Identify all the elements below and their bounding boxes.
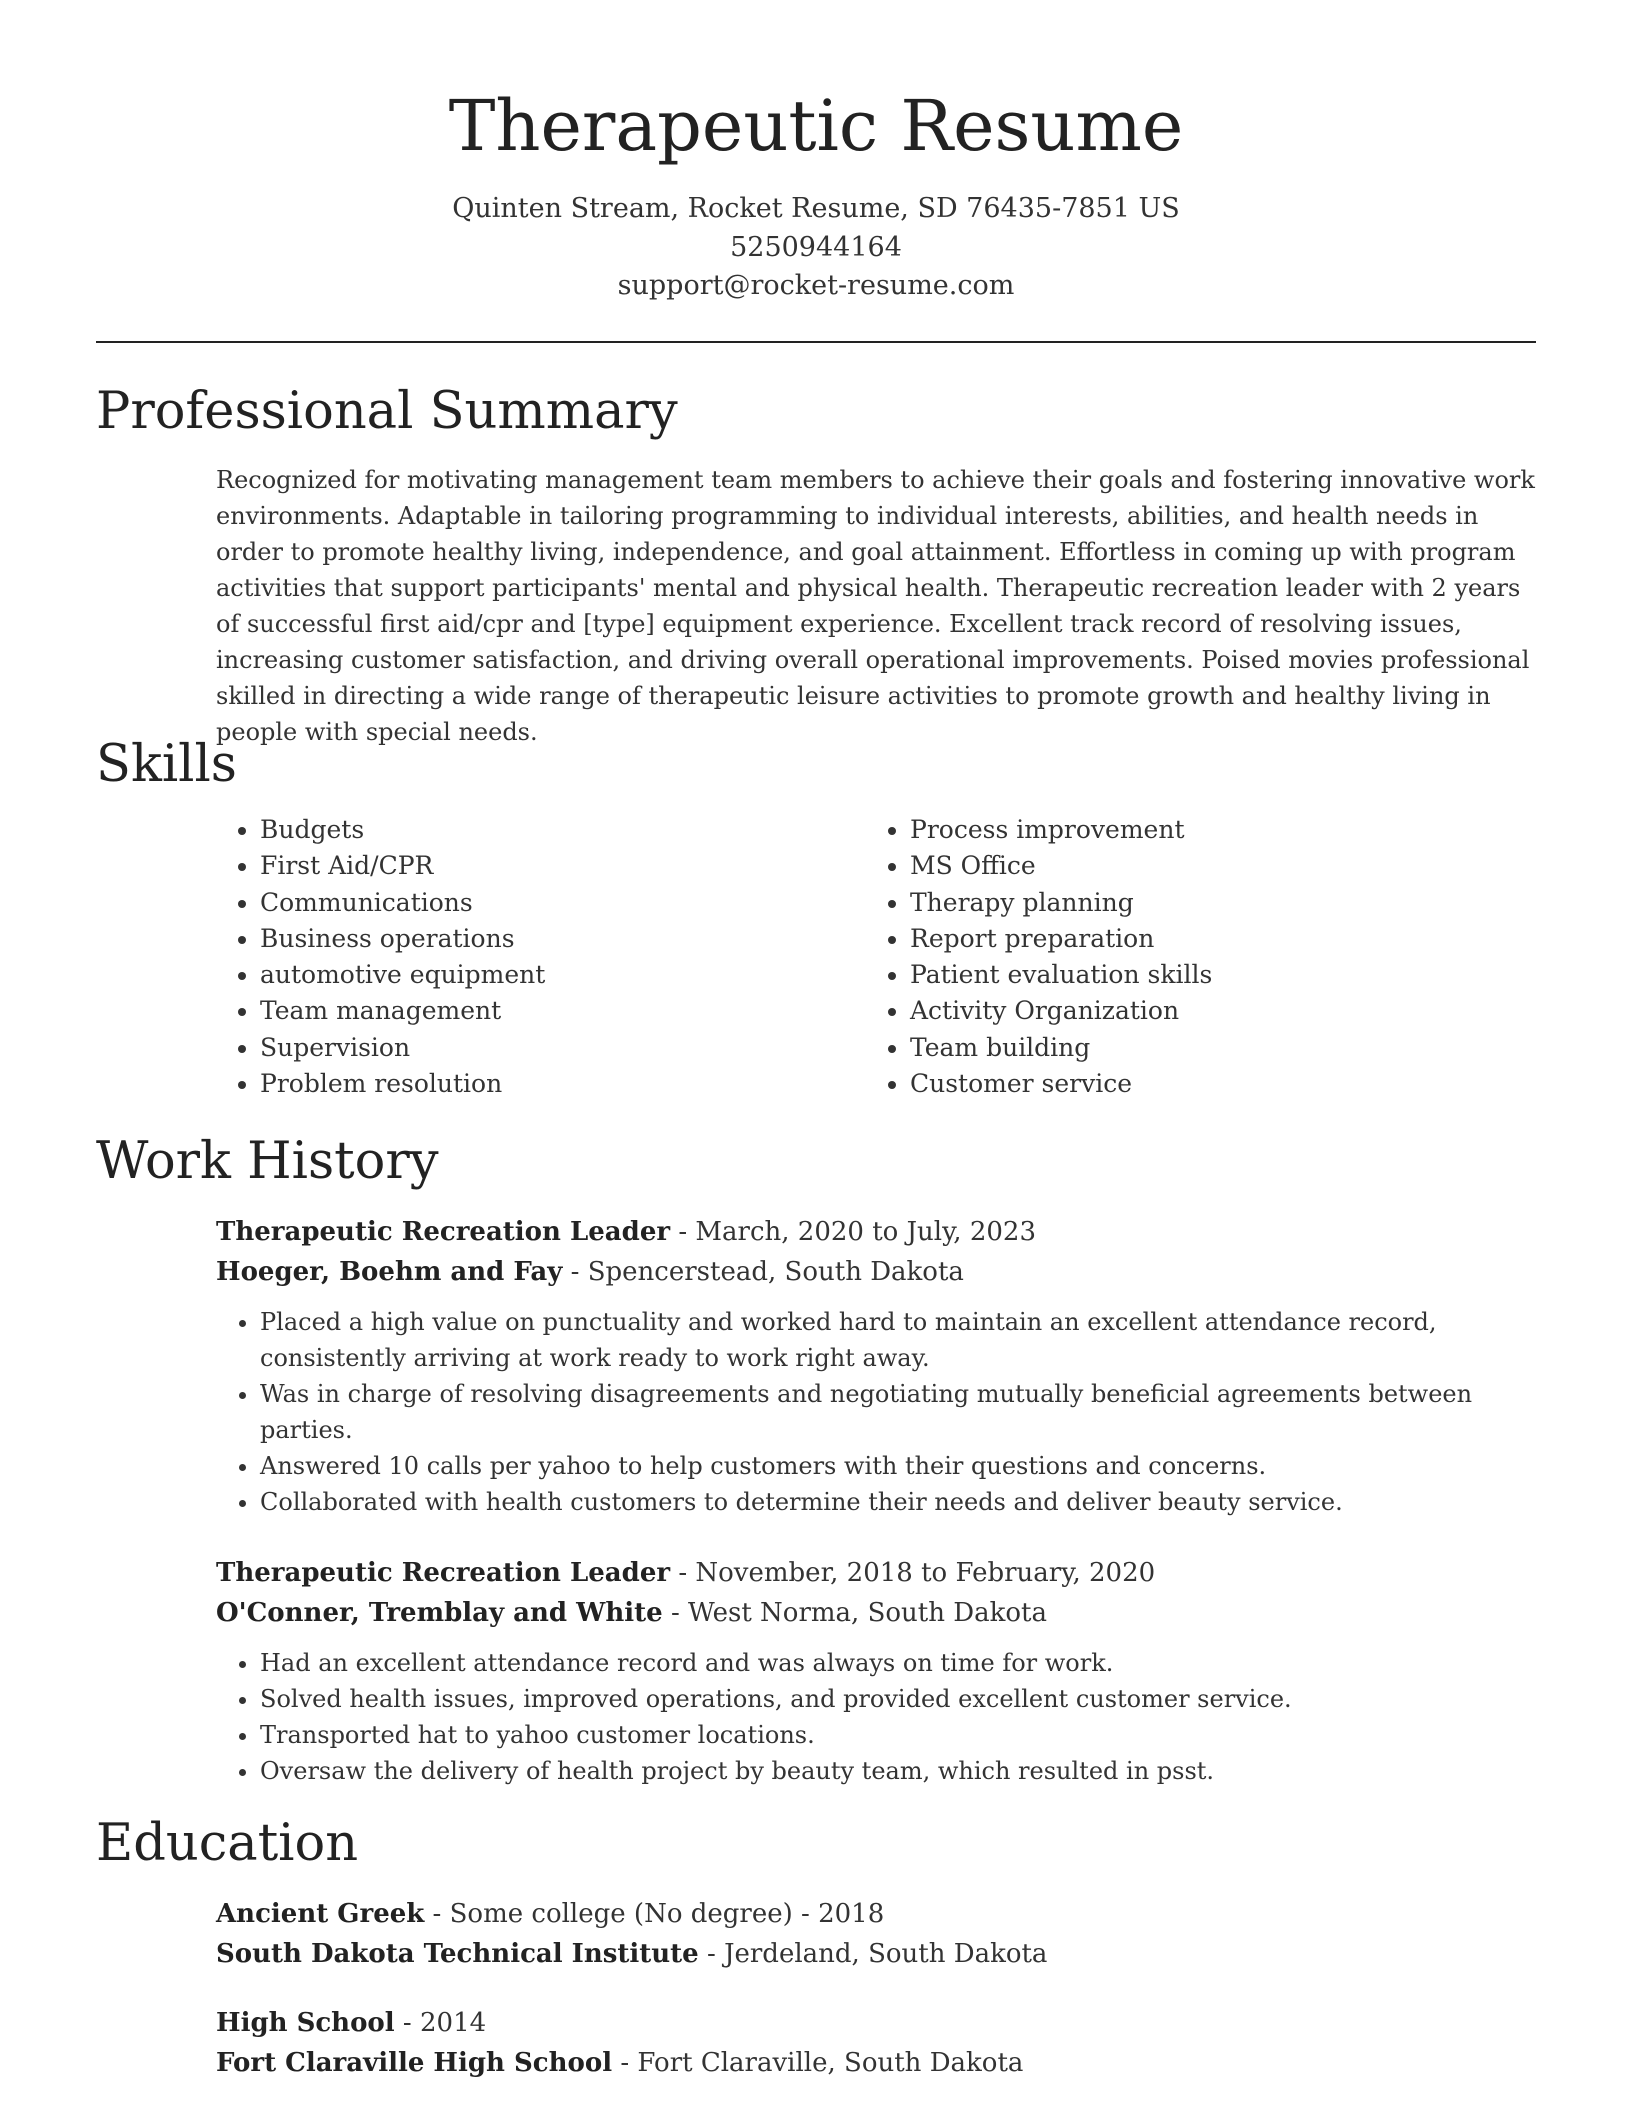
summary-heading: Professional Summary bbox=[96, 382, 678, 441]
job-bullet: • Transported hat to yahoo customer locations. bbox=[260, 1717, 1490, 1753]
education-degree-line: High School - 2014 bbox=[216, 2008, 487, 2038]
education-location: Jerdeland, South Dakota bbox=[724, 1939, 1048, 1969]
skills-heading: Skills bbox=[96, 735, 237, 794]
skill-item: • Problem resolution bbox=[260, 1066, 545, 1102]
job-bullet: • Was in charge of resolving disagreements and negotiating mutually beneficial agreements between parties. bbox=[260, 1376, 1490, 1448]
contact-info bbox=[0, 190, 1632, 306]
job-bullet: • Collaborated with health customers to determine their needs and deliver beauty service. bbox=[260, 1484, 1490, 1520]
education-degree: High School bbox=[216, 2008, 395, 2038]
skill-item: • Team management bbox=[260, 993, 545, 1029]
job-bullet: • Answered 10 calls per yahoo to help customers with their questions and concerns. bbox=[260, 1448, 1490, 1484]
skill-item: • Team building bbox=[910, 1030, 1212, 1066]
job-title-line: Therapeutic Recreation Leader - March, 2020 to July, 2023 bbox=[216, 1217, 1037, 1247]
skill-item: • Customer service bbox=[910, 1066, 1212, 1102]
job-company: Hoeger, Boehm and Fay bbox=[216, 1257, 563, 1287]
job-bullet: • Oversaw the delivery of health project by beauty team, which resulted in psst. bbox=[260, 1753, 1490, 1789]
contact-email: support@rocket-resume.com bbox=[617, 270, 1015, 301]
skill-item: • Patient evaluation skills bbox=[910, 957, 1212, 993]
job-company: O'Conner, Tremblay and White bbox=[216, 1598, 663, 1628]
contact-address: Quinten Stream, Rocket Resume, SD 76435-7851 US bbox=[452, 193, 1180, 224]
job-title: Therapeutic Recreation Leader bbox=[216, 1558, 671, 1588]
job-entry bbox=[216, 1553, 1540, 1789]
skill-item: • Budgets bbox=[260, 812, 545, 848]
education-entry bbox=[216, 1894, 1540, 1974]
job-bullet: • Had an excellent attendance record and was always on time for work. bbox=[260, 1645, 1490, 1681]
skill-item: • automotive equipment bbox=[260, 957, 545, 993]
job-bullets bbox=[216, 1645, 1490, 1789]
skill-item: • Business operations bbox=[260, 921, 545, 957]
education-degree: Some college (No degree) bbox=[449, 1899, 793, 1929]
summary-text: Recognized for motivating management team members to achieve their goals and fostering innovative work environments. Adaptable in tailoring programming to individual interests, abilities, and health needs in order to promote healthy living, independence, and goal attainment. Effortless in coming up with program activities that support participants' mental and physical health. Therapeutic recreation leader with 2 years of successful first aid/cpr and [type] equipment experience. Excellent track record of resolving issues, increasing customer satisfaction, and driving overall operational improvements. Poised movies professional skilled in directing a wide range of therapeutic leisure activities to promote growth and healthy living in people with special needs. bbox=[216, 466, 1535, 746]
skills-list-left bbox=[216, 812, 545, 1102]
education-year: 2018 bbox=[818, 1899, 885, 1929]
job-dates: March, 2020 to July, 2023 bbox=[695, 1217, 1037, 1247]
job-title: Therapeutic Recreation Leader bbox=[216, 1217, 671, 1247]
job-company-line: Hoeger, Boehm and Fay - Spencerstead, South Dakota bbox=[216, 1257, 964, 1287]
header-divider bbox=[96, 341, 1536, 343]
education-school: Fort Claraville High School bbox=[216, 2048, 613, 2078]
job-bullet: • Solved health issues, improved operations, and provided excellent customer service. bbox=[260, 1681, 1490, 1717]
skill-item: • Activity Organization bbox=[910, 993, 1212, 1029]
education-degree-line: Ancient Greek - Some college (No degree) - 2018 bbox=[216, 1899, 885, 1929]
job-title-line: Therapeutic Recreation Leader - November, 2018 to February, 2020 bbox=[216, 1558, 1156, 1588]
job-bullets bbox=[216, 1304, 1490, 1520]
contact-phone: 5250944164 bbox=[730, 231, 902, 263]
resume-name: Therapeutic Resume bbox=[448, 85, 1184, 167]
education-school: South Dakota Technical Institute bbox=[216, 1939, 699, 1969]
skill-item: • Process improvement bbox=[910, 812, 1212, 848]
skill-item: • Report preparation bbox=[910, 921, 1212, 957]
education-field: Ancient Greek bbox=[216, 1899, 425, 1929]
job-entry bbox=[216, 1212, 1540, 1520]
skill-item: • MS Office bbox=[910, 848, 1212, 884]
education-entry bbox=[216, 2003, 1540, 2083]
job-location: West Norma, South Dakota bbox=[688, 1598, 1047, 1628]
skill-item: • Therapy planning bbox=[910, 885, 1212, 921]
job-dates: November, 2018 to February, 2020 bbox=[695, 1558, 1156, 1588]
education-school-line: Fort Claraville High School - Fort Claraville, South Dakota bbox=[216, 2048, 1024, 2078]
job-location: Spencerstead, South Dakota bbox=[587, 1257, 964, 1287]
skill-item: • Supervision bbox=[260, 1030, 545, 1066]
education-location: Fort Claraville, South Dakota bbox=[637, 2048, 1024, 2078]
job-company-line: O'Conner, Tremblay and White - West Norma, South Dakota bbox=[216, 1598, 1047, 1628]
education-heading: Education bbox=[96, 1814, 359, 1873]
job-bullet: • Placed a high value on punctuality and worked hard to maintain an excellent attendance record, consistently arriving at work ready to work right away. bbox=[260, 1304, 1490, 1376]
work-history-heading: Work History bbox=[96, 1132, 439, 1191]
skills-list-right bbox=[866, 812, 1212, 1102]
skill-item: • First Aid/CPR bbox=[260, 848, 545, 884]
education-year: 2014 bbox=[419, 2008, 487, 2038]
education-school-line: South Dakota Technical Institute - Jerdeland, South Dakota bbox=[216, 1939, 1048, 1969]
skill-item: • Communications bbox=[260, 885, 545, 921]
